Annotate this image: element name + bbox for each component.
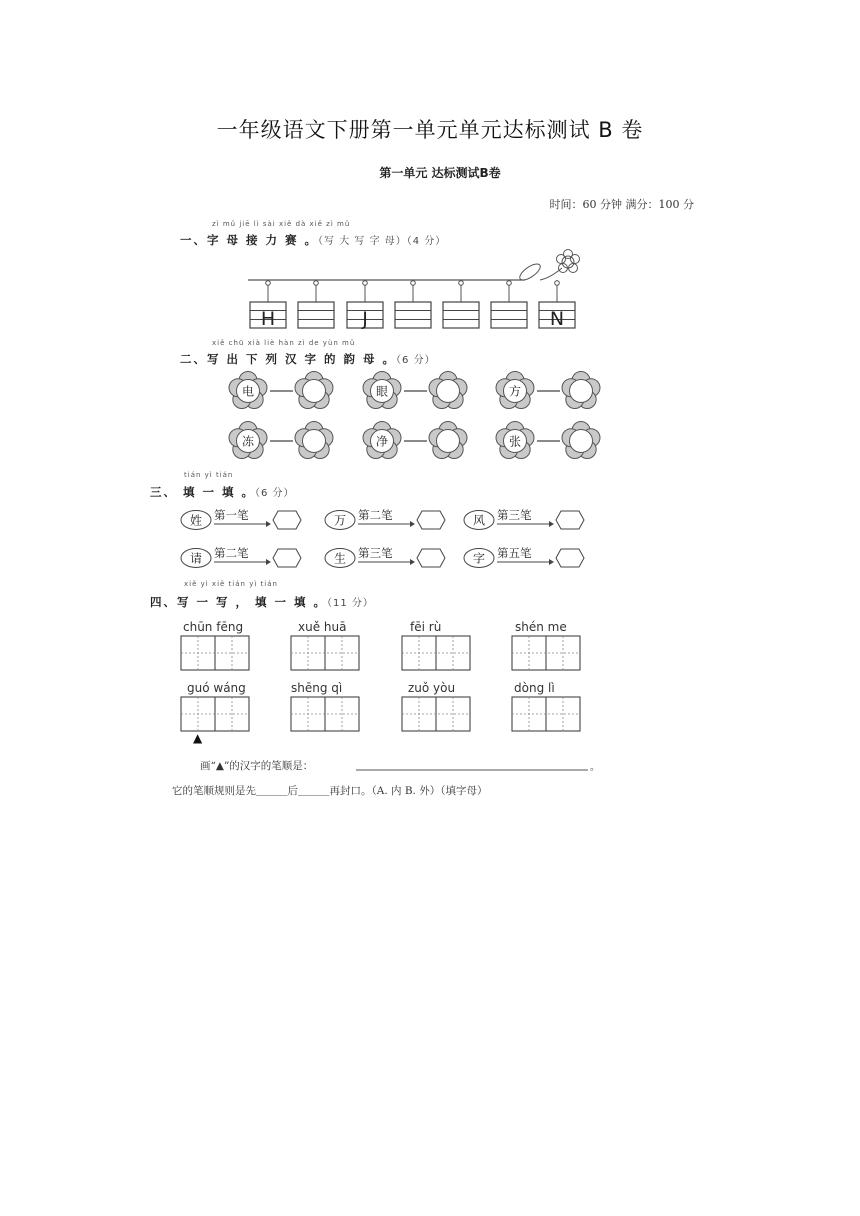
char-flower (229, 422, 267, 459)
stroke-item-label: 第二笔 (214, 546, 249, 560)
stroke-item (464, 546, 584, 568)
stroke-item (181, 508, 301, 530)
q2-pinyin: xiě chū xià liè hàn zì de yùn mǔ (212, 339, 356, 347)
answer-flower[interactable] (562, 422, 600, 459)
answer-flower[interactable] (562, 372, 600, 409)
flower-char: 眼 (375, 384, 389, 399)
stroke-item (325, 546, 445, 568)
q3-heading-text: 三、 填 一 填 。 (150, 485, 256, 499)
char-flower (496, 372, 534, 409)
triangle-marker: ▲ (193, 731, 203, 745)
q3-note: （6 分） (255, 488, 295, 499)
letter-relay (248, 250, 580, 331)
worksheet-graphics (170, 150, 710, 800)
stroke-fill-items (181, 508, 584, 568)
writing-grid[interactable] (291, 697, 359, 731)
stroke-item (325, 508, 445, 530)
writing-grid[interactable] (512, 697, 580, 731)
flower-char: 电 (241, 384, 255, 399)
stroke-item-label: 第五笔 (497, 546, 532, 560)
flower-char: 净 (375, 434, 389, 449)
stroke-item-char: 姓 (189, 513, 203, 528)
q2-heading-text: 二、写 出 下 列 汉 字 的 韵 母 。 (180, 352, 397, 366)
q1-heading-text: 一、字 母 接 力 赛 。 (180, 233, 319, 247)
letter-text: N (549, 308, 565, 330)
word-pinyin-1: chūn fēng (183, 620, 244, 634)
rhyme-flowers (229, 372, 600, 459)
word-pinyin-5: guó wáng (187, 681, 246, 695)
document-title: 一年级语文下册第一单元单元达标测试 B 卷 (216, 118, 644, 142)
writing-grid[interactable] (181, 697, 249, 731)
q2-note: （6 分） (396, 355, 436, 366)
writing-grid[interactable] (402, 697, 470, 731)
q4-heading (150, 594, 374, 610)
letter-text: H (260, 308, 276, 330)
word-pinyin-6: shēng qì (291, 681, 343, 695)
answer-flower[interactable] (429, 422, 467, 459)
answer-box[interactable] (556, 549, 584, 567)
q4-note: （11 分） (327, 598, 374, 609)
q2-heading (180, 351, 436, 367)
answer-box[interactable] (556, 511, 584, 529)
char-flower (363, 422, 401, 459)
stroke-item-char: 字 (472, 551, 486, 566)
flower-char: 冻 (241, 434, 255, 449)
letter-box (250, 280, 286, 330)
stroke-item-label: 第三笔 (358, 546, 393, 560)
word-pinyin-2: xuě huā (298, 620, 347, 634)
char-flower (363, 372, 401, 409)
writing-grid[interactable] (402, 636, 470, 670)
time-score-info: 时间：60 分钟 满分：100 分 (549, 198, 694, 211)
q1-note: （写 大 写 字 母）（4 分） (318, 236, 447, 247)
stroke-item-label: 第二笔 (358, 508, 393, 522)
answer-box[interactable] (417, 511, 445, 529)
stroke-item-char: 万 (333, 513, 347, 528)
word-pinyin-4: shén me (515, 620, 567, 634)
stroke-order-prompt: 画“▲”的汉字的笔顺是： (200, 760, 314, 772)
word-pinyin-3: fēi rù (410, 620, 442, 634)
q3-heading (150, 484, 295, 500)
stroke-item-char: 生 (333, 551, 347, 566)
answer-box[interactable] (273, 511, 301, 529)
scanned-worksheet (150, 150, 710, 800)
q4-pinyin: xiě yì xiě tián yì tián (184, 580, 278, 588)
q3-pinyin: tián yì tián (184, 471, 234, 479)
stroke-item-label: 第三笔 (497, 508, 532, 522)
stroke-rule-prompt: 它的笔顺规则是先＿＿＿后＿＿＿再封口。（A. 内 B. 外）（填字母） (172, 785, 488, 797)
answer-flower[interactable] (295, 422, 333, 459)
char-flower (229, 372, 267, 409)
flower-char: 张 (508, 434, 522, 449)
letter-box[interactable] (395, 280, 431, 328)
letter-box[interactable] (491, 280, 527, 328)
stroke-item (181, 546, 301, 568)
q1-pinyin: zì mǔ jiē lì sài xiě dà xiě zì mǔ (212, 220, 351, 228)
stroke-item-char: 请 (189, 551, 203, 566)
answer-box[interactable] (417, 549, 445, 567)
letter-box (347, 280, 383, 330)
flower-icon (517, 250, 579, 283)
stroke-item-label: 第一笔 (214, 508, 249, 522)
answer-box[interactable] (273, 549, 301, 567)
stroke-item-char: 风 (472, 513, 486, 528)
word-pinyin-7: zuǒ yòu (408, 681, 456, 695)
writing-grid[interactable] (291, 636, 359, 670)
char-flower (496, 422, 534, 459)
writing-grid[interactable] (181, 636, 249, 670)
letter-box (539, 280, 575, 330)
word-pinyin-8: dòng lì (514, 681, 555, 695)
letter-text: J (362, 308, 368, 330)
letter-box[interactable] (443, 280, 479, 328)
answer-flower[interactable] (429, 372, 467, 409)
q4-heading-text: 四、写 一 写 ， 填 一 填 。 (150, 595, 328, 609)
unit-title: 第一单元 达标测试B卷 (379, 166, 501, 180)
letter-box[interactable] (298, 280, 334, 328)
flower-char: 方 (508, 384, 522, 399)
line-end-period: 。 (590, 762, 600, 773)
writing-grid[interactable] (512, 636, 580, 670)
answer-flower[interactable] (295, 372, 333, 409)
stroke-item (464, 508, 584, 530)
